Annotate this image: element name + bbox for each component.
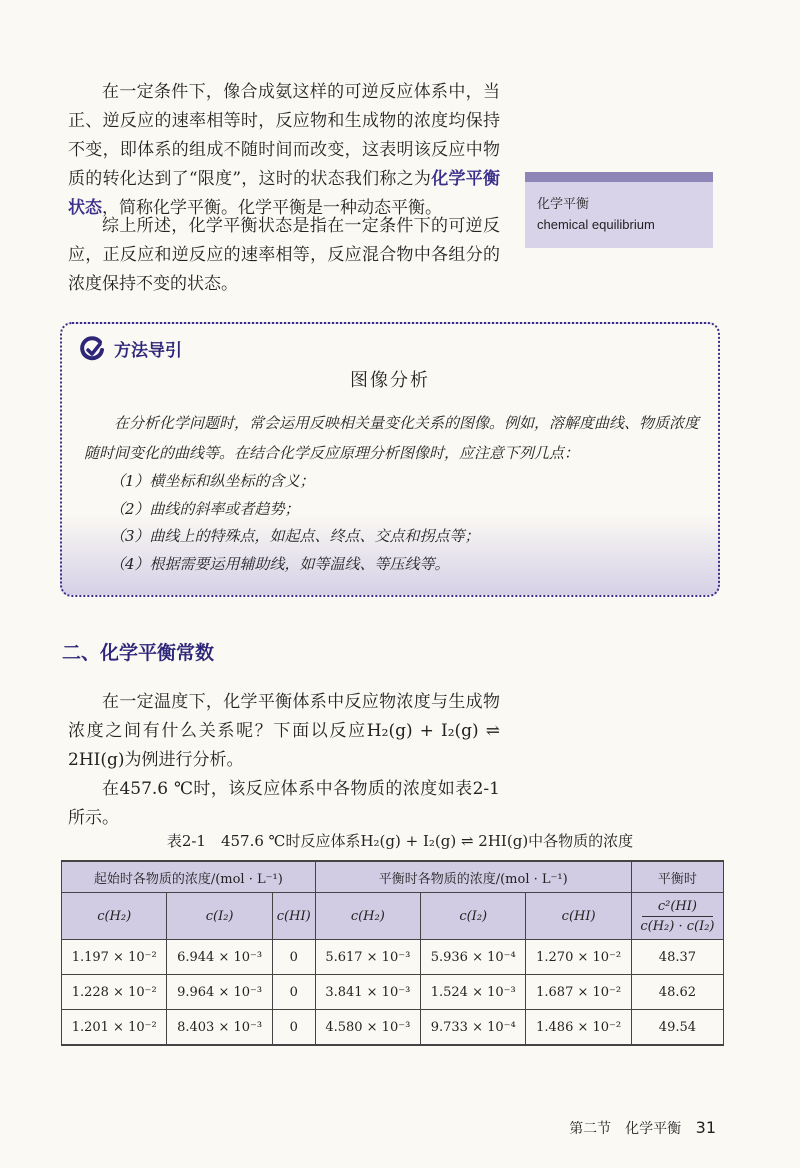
table-col-header: c(HI) bbox=[526, 893, 631, 940]
term-chemical-equilibrium-state: 化学平衡状态 bbox=[68, 169, 500, 218]
paragraph-3: 在一定温度下，化学平衡体系中反应物浓度与生成物浓度之间有什么关系呢？下面以反应H₂(g) + I₂(g) ⇌ 2HI(g)为例进行分析。 bbox=[68, 692, 500, 770]
table-cell: 49.54 bbox=[631, 1010, 723, 1046]
method-guide-box bbox=[60, 322, 720, 597]
paragraph-4: 在457.6 ℃时，该反应体系中各物质的浓度如表2-1所示。 bbox=[68, 779, 500, 828]
paragraph-2: 综上所述，化学平衡状态是指在一定条件下的可逆反应，正反应和逆反应的速率相等，反应混合物中各组分的浓度保持不变的状态。 bbox=[68, 216, 500, 294]
table-cell: 48.37 bbox=[631, 940, 723, 975]
table-cell: 1.201 × 10⁻² bbox=[62, 1010, 167, 1046]
table-cell: 0 bbox=[272, 975, 315, 1010]
concentration-table bbox=[61, 860, 724, 1046]
table-cell: 8.403 × 10⁻³ bbox=[167, 1010, 272, 1046]
table-cell: 9.964 × 10⁻³ bbox=[167, 975, 272, 1010]
method-guide-list bbox=[110, 468, 480, 578]
method-guide-heading bbox=[78, 334, 182, 362]
method-guide-icon bbox=[78, 334, 106, 362]
table-cell: 5.617 × 10⁻³ bbox=[315, 940, 420, 975]
table-row bbox=[62, 1010, 724, 1046]
table-col-header-ratio bbox=[631, 893, 723, 940]
list-item: （2）曲线的斜率或者趋势； bbox=[110, 499, 300, 518]
method-guide-body: 在分析化学问题时，常会运用反映相关量变化关系的图像。例如，溶解度曲线、物质浓度随时间变化的曲线等。在结合化学反应原理分析图像时，应注意下列几点： bbox=[84, 414, 700, 462]
table-col-header: c(H₂) bbox=[62, 893, 167, 940]
list-item: （3）曲线上的特殊点，如起点、终点、交点和拐点等； bbox=[110, 527, 480, 545]
table-cell: 4.580 × 10⁻³ bbox=[315, 1010, 420, 1046]
ratio-numerator: c²(HI) bbox=[642, 899, 713, 917]
table-cell: 48.62 bbox=[631, 975, 723, 1010]
ratio-denominator: c(H₂) · c(I₂) bbox=[640, 918, 715, 934]
table-group-ratio: 平衡时 bbox=[631, 861, 723, 893]
table-cell: 1.524 × 10⁻³ bbox=[421, 975, 526, 1010]
term-sidenote bbox=[525, 172, 713, 248]
sidenote-zh: 化学平衡 bbox=[537, 197, 590, 212]
table-group-equilibrium: 平衡时各物质的浓度/(mol · L⁻¹) bbox=[315, 861, 631, 893]
table-cell: 5.936 × 10⁻⁴ bbox=[421, 940, 526, 975]
table-cell: 1.228 × 10⁻² bbox=[62, 975, 167, 1010]
page-number: 31 bbox=[695, 1118, 716, 1137]
table-caption: 表2-1 457.6 ℃时反应体系H₂(g) + I₂(g) ⇌ 2HI(g)中各物质的浓度 bbox=[166, 832, 634, 850]
section-title: 二、化学平衡常数 bbox=[62, 642, 215, 664]
footer-section: 第二节 化学平衡 bbox=[569, 1121, 682, 1137]
method-guide-label: 方法导引 bbox=[114, 340, 182, 361]
table-cell: 0 bbox=[272, 940, 315, 975]
table-cell: 1.486 × 10⁻² bbox=[526, 1010, 631, 1046]
table-col-header: c(HI) bbox=[272, 893, 315, 940]
method-guide-title: 图像分析 bbox=[350, 370, 430, 391]
table-cell: 1.197 × 10⁻² bbox=[62, 940, 167, 975]
list-item: （1）横坐标和纵坐标的含义； bbox=[110, 472, 315, 490]
table-cell: 6.944 × 10⁻³ bbox=[167, 940, 272, 975]
table-cell: 9.733 × 10⁻⁴ bbox=[421, 1010, 526, 1046]
table-col-header: c(I₂) bbox=[421, 893, 526, 940]
table-col-header: c(I₂) bbox=[167, 893, 272, 940]
paragraph-1 bbox=[68, 78, 500, 223]
table-group-initial: 起始时各物质的浓度/(mol · L⁻¹) bbox=[62, 861, 316, 893]
page-footer bbox=[569, 1118, 716, 1138]
table-cell: 3.841 × 10⁻³ bbox=[315, 975, 420, 1010]
list-item: （4）根据需要运用辅助线，如等温线、等压线等。 bbox=[110, 554, 450, 573]
paragraph-1-tail: ，简称化学平衡。化学平衡是一种动态平衡。 bbox=[102, 198, 442, 218]
table-cell: 1.687 × 10⁻² bbox=[526, 975, 631, 1010]
table-col-header: c(H₂) bbox=[315, 893, 420, 940]
table-cell: 0 bbox=[272, 1010, 315, 1046]
table-cell: 1.270 × 10⁻² bbox=[526, 940, 631, 975]
table-row bbox=[62, 975, 724, 1010]
sidenote-en: chemical equilibrium bbox=[537, 217, 655, 232]
paragraph-1-text: 在一定条件下，像合成氨这样的可逆反应体系中，当正、逆反应的速率相等时，反应物和生成物的浓度均保持不变，即体系的组成不随时间而改变，这表明该反应中物质的转化达到了“限度”，这时的状态我们称之为 bbox=[68, 82, 500, 189]
table-row bbox=[62, 940, 724, 975]
